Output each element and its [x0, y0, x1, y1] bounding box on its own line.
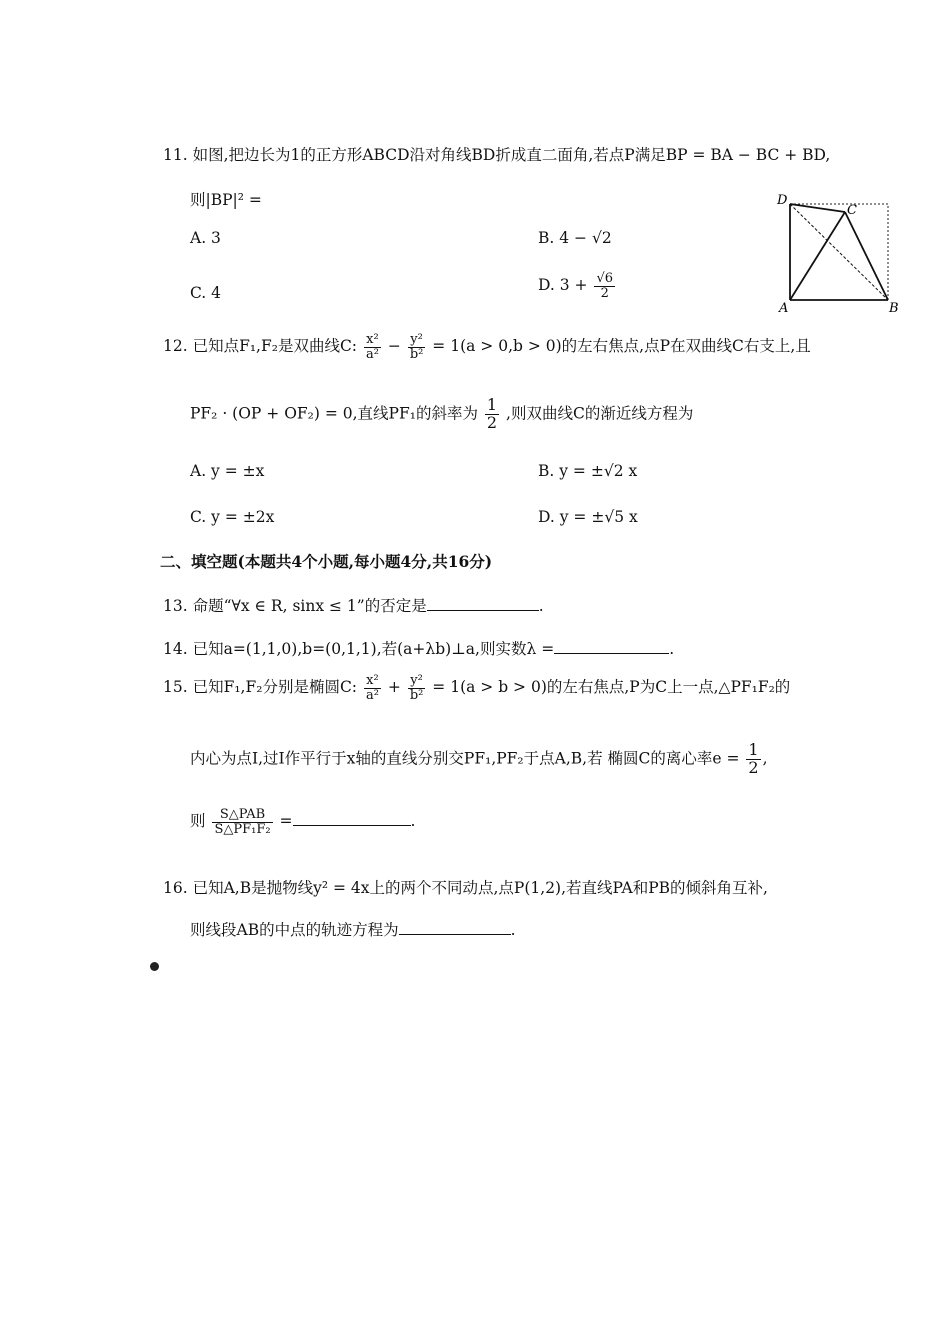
q15-answer-blank[interactable] [293, 811, 411, 826]
q12-option-d: D. y = ±√5 x [538, 508, 638, 526]
q12-stem-line2: PF₂ · (OP + OF₂) = 0,直线PF₁的斜率为 $\frac{1}{2}$ ,则双曲线C的渐近线方程为 [190, 395, 694, 432]
ink-spot [150, 962, 159, 971]
q16-stem-line2: 则线段AB的中点的轨迹方程为 . [190, 921, 516, 939]
q15-eccentricity-fraction: $\frac{1}{2}$ [748, 740, 759, 777]
q11-figure [775, 192, 905, 317]
q11-option-c: C. 4 [190, 284, 222, 302]
q11-stem-line1: 11. 如图,把边长为1的正方形ABCD沿对角线BD折成直二面角,若点P满足BP = BA − BC + BD, [163, 146, 831, 164]
fig-label-d: D [777, 193, 788, 208]
q12-fraction-x: $\frac{\text{x²}}{\text{a²}}$ [365, 332, 379, 362]
fig-label-b: B [889, 301, 899, 316]
fig-label-c: C [847, 203, 857, 218]
q11-vector-equation: BP = BA − BC + BD, [665, 146, 831, 164]
q12-fraction-y: $\frac{\text{y²}}{\text{b²}}$ [409, 332, 424, 362]
q15-stem-line1: 15. 已知F₁,F₂分别是椭圆C: $\frac{\text{x²}}{\text{a²}}$ + $\frac{\text{y²}}{\text{b²}}$ = 1(a > b > 0)的左右焦点,P为C上一点,△PF₁F₂的 [163, 673, 791, 703]
fig-label-a: A [779, 301, 789, 316]
q11-option-a: A. 3 [190, 229, 221, 247]
q13-stem: 13. 命题“∀x ∈ R, sinx ≤ 1”的否定是 . [163, 597, 544, 615]
q11-option-d: D. 3 + $\frac{√6}{2}$ [538, 271, 614, 301]
section-heading-fill-blank: 二、填空题(本题共4个小题,每小题4分,共16分) [160, 552, 493, 571]
q11-stem-line2: 则|BP|² = [190, 191, 262, 209]
q15-stem-line2: 内心为点I,过I作平行于x轴的直线分别交PF₁,PF₂于点A,B,若 椭圆C的离心率e = $\frac{1}{2}$ , [190, 740, 768, 777]
q15-area-ratio: $\frac{\text{S△PAB}}{\text{S△PF₁F₂}}$ [214, 807, 271, 837]
q11-option-b: B. 4 − √2 [538, 229, 612, 247]
q15-fraction-y: $\frac{\text{y²}}{\text{b²}}$ [409, 673, 424, 703]
q14-answer-blank[interactable] [554, 639, 669, 654]
q12-stem-line1: 12. 已知点F₁,F₂是双曲线C: $\frac{\text{x²}}{\text{a²}}$ − $\frac{\text{y²}}{\text{b²}}$ = 1(a > 0,b > 0)的左右焦点,点P在双曲线C右支上,且 [163, 332, 811, 362]
q16-stem-line1: 16. 已知A,B是抛物线y² = 4x上的两个不同动点,点P(1,2),若直线PA和PB的倾斜角互补, [163, 879, 768, 897]
q12-option-b: B. y = ±√2 x [538, 462, 638, 480]
q11-option-d-fraction: $\frac{√6}{2}$ [596, 271, 614, 301]
q12-option-a: A. y = ±x [190, 462, 265, 480]
q15-stem-line3: 则 $\frac{\text{S△PAB}}{\text{S△PF₁F₂}}$ = . [190, 807, 416, 837]
q15-fraction-x: $\frac{\text{x²}}{\text{a²}}$ [365, 673, 379, 703]
q16-answer-blank[interactable] [399, 920, 511, 935]
q13-answer-blank[interactable] [427, 596, 539, 611]
q12-option-c: C. y = ±2x [190, 508, 275, 526]
q14-stem: 14. 已知a=(1,1,0),b=(0,1,1),若(a+λb)⊥a,则实数λ = . [163, 640, 675, 658]
q12-slope-fraction: $\frac{1}{2}$ [486, 395, 498, 432]
